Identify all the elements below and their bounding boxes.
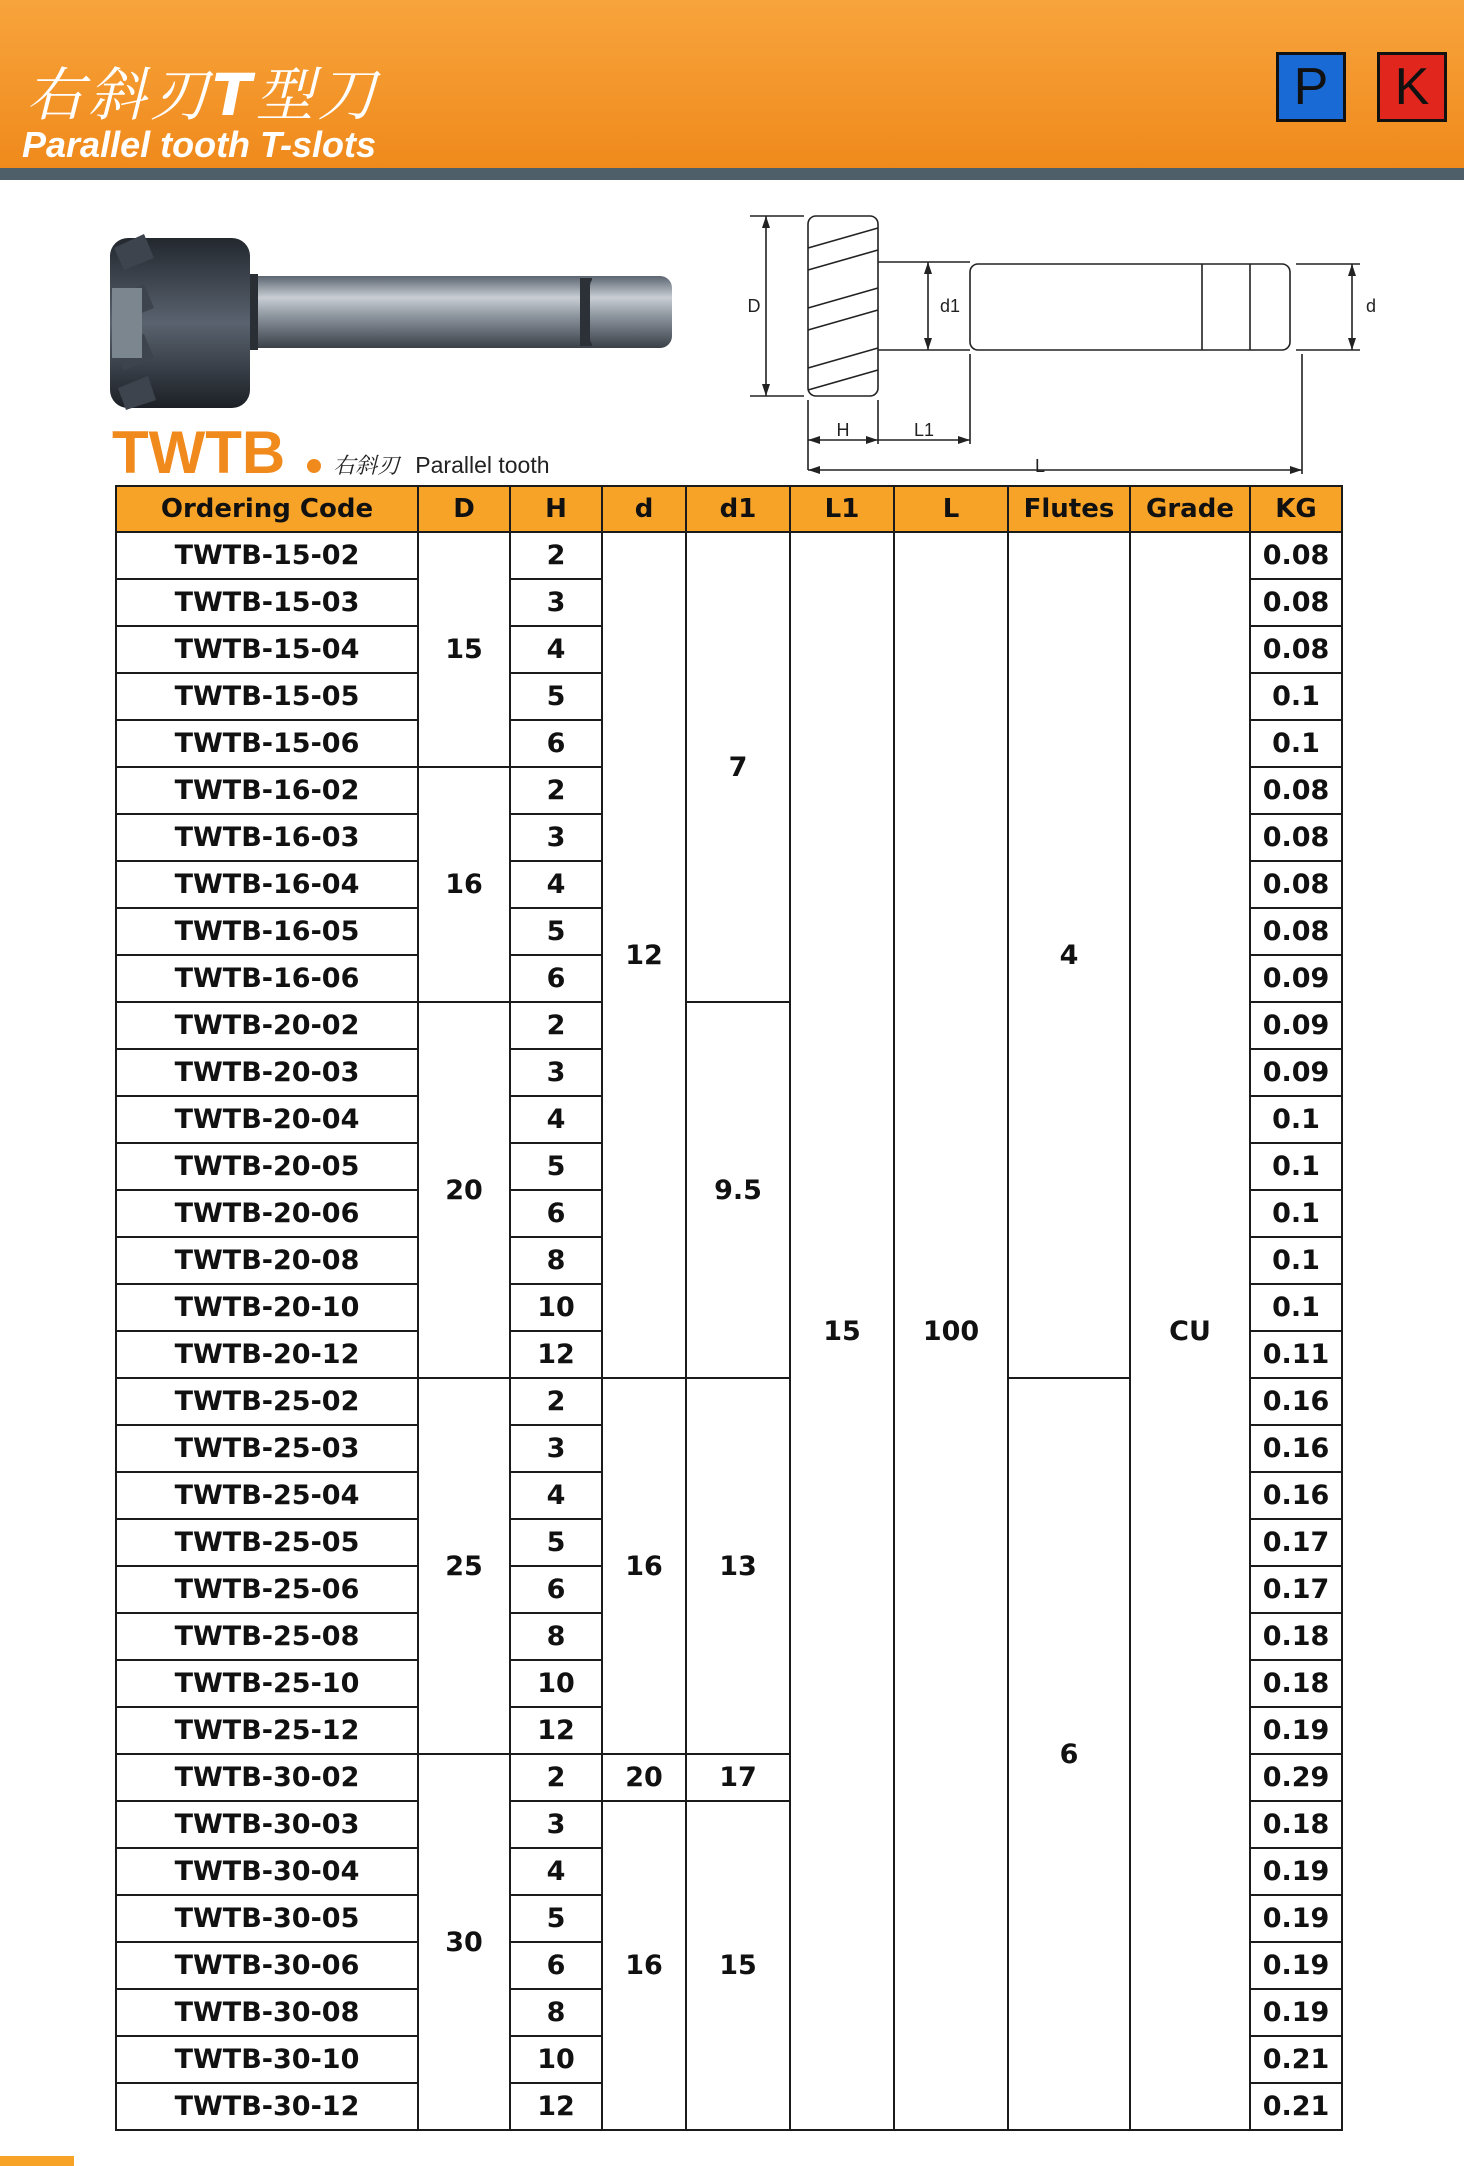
cell-H: 12 [510,2083,602,2130]
cell-ordering-code: TWTB-16-04 [116,861,418,908]
cell-KG: 0.16 [1250,1472,1342,1519]
cell-KG: 0.09 [1250,1049,1342,1096]
cell-KG: 0.1 [1250,1284,1342,1331]
cell-flutes: 6 [1008,1378,1130,2130]
column-header: Grade [1130,486,1250,532]
cell-d1: 15 [686,1801,790,2130]
cell-grade: CU [1130,532,1250,2130]
cell-KG: 0.08 [1250,861,1342,908]
cell-D: 20 [418,1002,510,1378]
cell-ordering-code: TWTB-30-10 [116,2036,418,2083]
cell-KG: 0.29 [1250,1754,1342,1801]
cell-H: 3 [510,814,602,861]
cell-KG: 0.09 [1250,955,1342,1002]
cell-KG: 0.21 [1250,2036,1342,2083]
cell-ordering-code: TWTB-16-06 [116,955,418,1002]
product-name-cn: 右斜刃 [333,454,400,479]
cell-H: 6 [510,955,602,1002]
cell-H: 6 [510,720,602,767]
cell-H: 4 [510,861,602,908]
spec-table [115,485,1343,2131]
badge-p: P [1276,52,1346,122]
cell-H: 5 [510,908,602,955]
cell-ordering-code: TWTB-20-02 [116,1002,418,1049]
cell-KG: 0.19 [1250,1942,1342,1989]
cell-H: 5 [510,673,602,720]
cell-ordering-code: TWTB-30-05 [116,1895,418,1942]
cell-ordering-code: TWTB-30-03 [116,1801,418,1848]
tool-photo [110,228,690,428]
cell-H: 2 [510,1002,602,1049]
column-header: d1 [686,486,790,532]
cell-H: 4 [510,1472,602,1519]
cell-H: 3 [510,1049,602,1096]
cell-ordering-code: TWTB-25-05 [116,1519,418,1566]
cell-ordering-code: TWTB-20-04 [116,1096,418,1143]
cell-KG: 0.17 [1250,1566,1342,1613]
cell-H: 8 [510,1237,602,1284]
column-header: Ordering Code [116,486,418,532]
cell-d: 16 [602,1801,686,2130]
cell-ordering-code: TWTB-30-08 [116,1989,418,2036]
cell-KG: 0.19 [1250,1707,1342,1754]
cell-ordering-code: TWTB-20-03 [116,1049,418,1096]
banner-divider [0,168,1464,180]
cell-ordering-code: TWTB-15-02 [116,532,418,579]
cell-H: 10 [510,1660,602,1707]
cell-KG: 0.08 [1250,579,1342,626]
cell-KG: 0.19 [1250,1895,1342,1942]
cell-KG: 0.11 [1250,1331,1342,1378]
cell-KG: 0.19 [1250,1848,1342,1895]
cell-d: 16 [602,1378,686,1754]
column-header: Flutes [1008,486,1130,532]
column-header: KG [1250,486,1342,532]
cell-ordering-code: TWTB-20-10 [116,1284,418,1331]
footer-mark [0,2156,74,2166]
cell-L1: 15 [790,532,894,2130]
column-header: H [510,486,602,532]
cell-KG: 0.18 [1250,1660,1342,1707]
cell-ordering-code: TWTB-25-08 [116,1613,418,1660]
cell-ordering-code: TWTB-15-05 [116,673,418,720]
cell-KG: 0.1 [1250,1096,1342,1143]
cell-H: 4 [510,1096,602,1143]
cell-KG: 0.1 [1250,1190,1342,1237]
cell-D: 16 [418,767,510,1002]
cell-ordering-code: TWTB-15-03 [116,579,418,626]
tool-schematic [740,208,1380,478]
cell-ordering-code: TWTB-20-05 [116,1143,418,1190]
cell-d1: 7 [686,532,790,1002]
cell-ordering-code: TWTB-16-02 [116,767,418,814]
label-d1: d1 [940,296,961,316]
cell-d1: 13 [686,1378,790,1754]
column-header: d [602,486,686,532]
cell-KG: 0.19 [1250,1989,1342,2036]
cell-H: 6 [510,1190,602,1237]
cell-H: 3 [510,1801,602,1848]
cell-d1: 17 [686,1754,790,1801]
cell-H: 4 [510,1848,602,1895]
label-L1: L1 [913,420,935,440]
column-header: D [418,486,510,532]
cell-H: 5 [510,1143,602,1190]
cell-H: 2 [510,532,602,579]
cell-L: 100 [894,532,1008,2130]
cell-ordering-code: TWTB-25-06 [116,1566,418,1613]
bullet-dot [307,459,321,473]
cell-H: 2 [510,767,602,814]
label-d: d [1366,296,1377,316]
product-name-en: Parallel tooth [415,452,550,478]
cell-KG: 0.17 [1250,1519,1342,1566]
cell-H: 8 [510,1613,602,1660]
cell-KG: 0.16 [1250,1378,1342,1425]
cell-KG: 0.09 [1250,1002,1342,1049]
cell-KG: 0.1 [1250,1237,1342,1284]
cell-ordering-code: TWTB-16-05 [116,908,418,955]
cell-D: 30 [418,1754,510,2130]
label-L: L [1034,456,1046,476]
cell-ordering-code: TWTB-25-12 [116,1707,418,1754]
cell-KG: 0.21 [1250,2083,1342,2130]
cell-d: 20 [602,1754,686,1801]
title-en: Parallel tooth T-slots [22,124,377,165]
label-D: D [747,296,761,316]
cell-KG: 0.08 [1250,532,1342,579]
cell-H: 6 [510,1566,602,1613]
cell-H: 2 [510,1754,602,1801]
cell-d: 12 [602,532,686,1378]
product-code: TWTB [112,419,286,486]
cell-d1: 9.5 [686,1002,790,1378]
cell-KG: 0.18 [1250,1801,1342,1848]
cell-KG: 0.08 [1250,767,1342,814]
cell-ordering-code: TWTB-25-04 [116,1472,418,1519]
cell-ordering-code: TWTB-30-06 [116,1942,418,1989]
cell-KG: 0.08 [1250,814,1342,861]
cell-H: 6 [510,1942,602,1989]
cell-KG: 0.1 [1250,673,1342,720]
cell-KG: 0.08 [1250,626,1342,673]
cell-H: 5 [510,1895,602,1942]
cell-H: 12 [510,1707,602,1754]
cell-KG: 0.1 [1250,1143,1342,1190]
cell-ordering-code: TWTB-30-12 [116,2083,418,2130]
column-header: L [894,486,1008,532]
cell-KG: 0.18 [1250,1613,1342,1660]
cell-H: 4 [510,626,602,673]
cell-ordering-code: TWTB-20-08 [116,1237,418,1284]
cell-flutes: 4 [1008,532,1130,1378]
cell-H: 3 [510,1425,602,1472]
cell-ordering-code: TWTB-20-12 [116,1331,418,1378]
cell-ordering-code: TWTB-15-06 [116,720,418,767]
cell-ordering-code: TWTB-30-02 [116,1754,418,1801]
cell-H: 8 [510,1989,602,2036]
badge-k: K [1377,52,1447,122]
cell-ordering-code: TWTB-16-03 [116,814,418,861]
column-header: L1 [790,486,894,532]
product-heading [112,418,550,487]
cell-H: 10 [510,2036,602,2083]
cell-H: 2 [510,1378,602,1425]
cell-D: 25 [418,1378,510,1754]
cell-ordering-code: TWTB-25-10 [116,1660,418,1707]
header-banner [0,0,1464,168]
cell-KG: 0.16 [1250,1425,1342,1472]
cell-H: 12 [510,1331,602,1378]
cell-KG: 0.08 [1250,908,1342,955]
table-row [116,532,1342,579]
cell-ordering-code: TWTB-25-03 [116,1425,418,1472]
cell-ordering-code: TWTB-30-04 [116,1848,418,1895]
cell-ordering-code: TWTB-25-02 [116,1378,418,1425]
cell-ordering-code: TWTB-20-06 [116,1190,418,1237]
cell-H: 5 [510,1519,602,1566]
cell-KG: 0.1 [1250,720,1342,767]
cell-ordering-code: TWTB-15-04 [116,626,418,673]
label-H: H [836,420,850,440]
title-cn: 右斜刃T型刀 [26,61,380,129]
cell-D: 15 [418,532,510,767]
cell-H: 10 [510,1284,602,1331]
cell-H: 3 [510,579,602,626]
